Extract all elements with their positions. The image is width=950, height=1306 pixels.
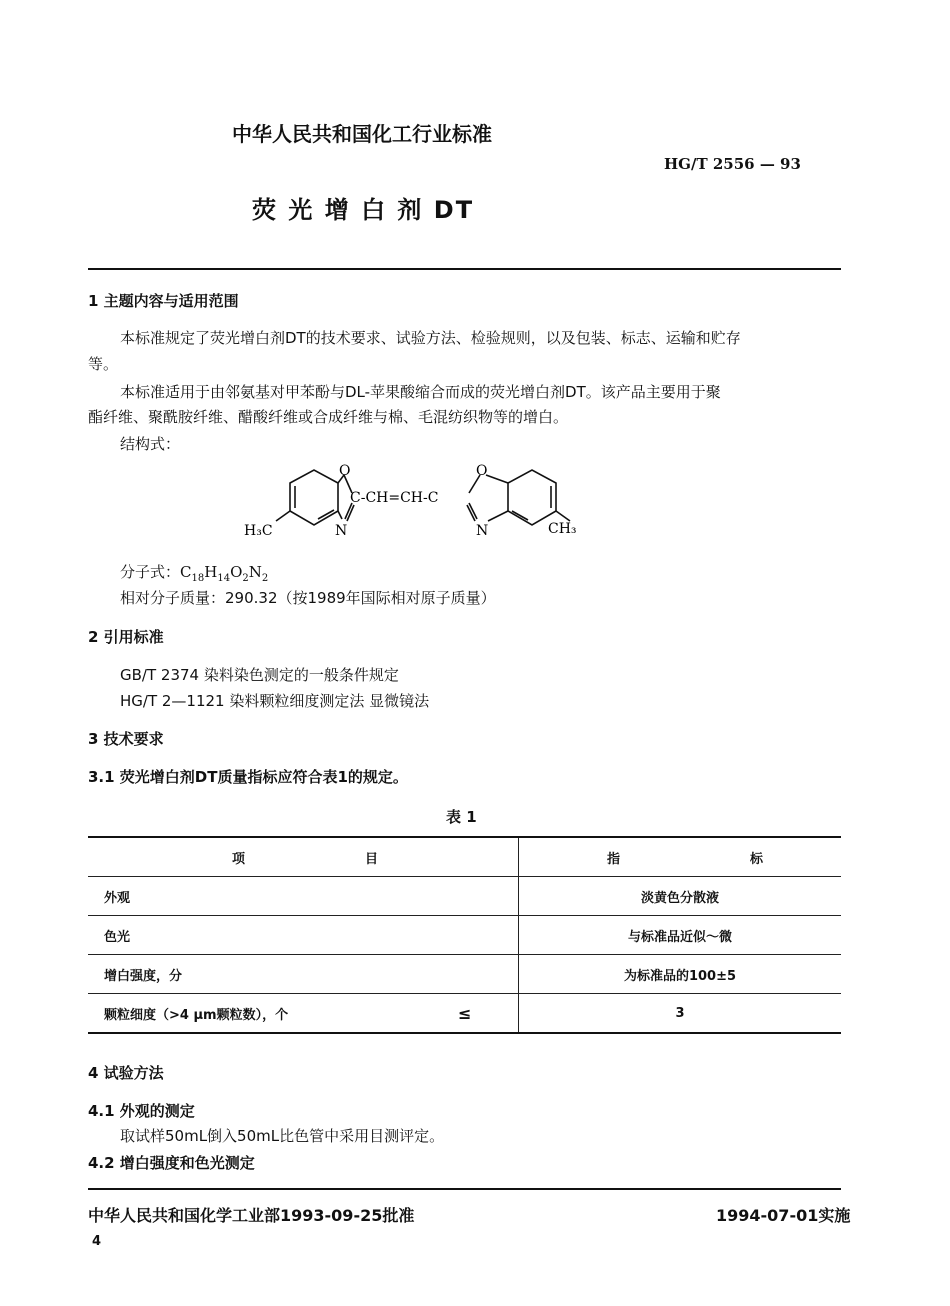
molecular-weight-line: 相对分子质量：290.32（按1989年国际相对原子质量） (120, 589, 496, 607)
quality-spec-table (88, 836, 841, 1034)
section-1-para1-line2: 等。 (88, 355, 119, 373)
clause-4-1-text: 取试样50mL倒入50mL比色管中采用目测评定。 (120, 1127, 445, 1145)
structural-formula-diagram (240, 455, 600, 550)
molecular-formula: $C_{18}H_{14}O_2N_2$ (180, 563, 269, 584)
section-1-para2-line1: 本标准适用于由邻氨基对甲苯酚与DL-苹果酸缩合而成的荧光增白剂DT。该产品主要用于聚 (120, 383, 721, 401)
table-row (88, 916, 841, 955)
section-4-heading: 4 试验方法 (88, 1064, 164, 1082)
table-cell-value: 与标准品近似～微 (519, 916, 842, 955)
reference-gb-2374: GB/T 2374 染料染色测定的一般条件规定 (120, 666, 399, 684)
reference-hg-2-1121: HG/T 2—1121 染料颗粒细度测定法 显微镜法 (120, 692, 430, 710)
page-number: 4 (92, 1234, 102, 1249)
section-3-heading: 3 技术要求 (88, 730, 164, 748)
standard-category-title: 中华人民共和国化工行业标准 (232, 122, 492, 146)
section-2-heading: 2 引用标准 (88, 628, 164, 646)
table-cell-item-text: 颗粒细度（>4 μm颗粒数），个 (104, 1007, 289, 1023)
clause-4-1: 4.1 外观的测定 (88, 1102, 195, 1120)
header-index-char-2: 标 (750, 851, 764, 867)
clause-4-2: 4.2 增白强度和色光测定 (88, 1154, 255, 1172)
methyl-left-label: H₃C (244, 523, 273, 539)
approval-line: 中华人民共和国化学工业部1993-09-25批准 (88, 1206, 415, 1225)
table-row (88, 994, 841, 1034)
standard-code: HG/T 2556 — 93 (664, 155, 801, 173)
table-cell-value: 3 (519, 994, 842, 1034)
clause-3-1: 3.1 荧光增白剂DT质量指标应符合表1的规定。 (88, 768, 408, 786)
footer-rule (88, 1188, 841, 1190)
section-1-heading: 1 主题内容与适用范围 (88, 292, 239, 310)
less-or-equal-symbol: ≤ (458, 1004, 472, 1023)
document-title: 荧 光 增 白 剂 DT (252, 196, 475, 224)
section-1-para1-line1: 本标准规定了荧光增白剂DT的技术要求、试验方法、检验规则，以及包装、标志、运输和贮存 (120, 329, 741, 347)
table-header-row (88, 837, 841, 877)
table-row (88, 955, 841, 994)
vinylene-chain-label: C-CH=CH-C (350, 490, 439, 506)
section-1-para2-line2: 酯纤维、聚酰胺纤维、醋酸纤维或合成纤维与棉、毛混纺织物等的增白。 (88, 408, 569, 426)
header-item-char-2: 目 (365, 851, 379, 867)
oxygen-left-label: O (339, 463, 351, 479)
table-cell-value: 为标准品的100±5 (519, 955, 842, 994)
oxygen-right-label: O (476, 463, 488, 479)
molecular-formula-label: 分子式： (120, 563, 181, 581)
header-rule (88, 268, 841, 270)
table-row (88, 877, 841, 916)
effective-date: 1994-07-01实施 (716, 1206, 851, 1225)
structure-label: 结构式： (120, 435, 181, 453)
nitrogen-right-label: N (476, 523, 489, 539)
table-header-item (88, 837, 519, 877)
methyl-right-label: CH₃ (548, 521, 577, 537)
header-index-char-1: 指 (606, 851, 620, 867)
nitrogen-left-label: N (335, 523, 348, 539)
table-cell-item: 外观 (88, 877, 519, 916)
table-cell-item: 色光 (88, 916, 519, 955)
table-caption: 表 1 (446, 808, 477, 826)
header-item-char-1: 项 (232, 851, 246, 867)
table-cell-item (88, 994, 519, 1034)
table-cell-item: 增白强度，分 (88, 955, 519, 994)
table-cell-value: 淡黄色分散液 (519, 877, 842, 916)
table-header-index (519, 837, 842, 877)
